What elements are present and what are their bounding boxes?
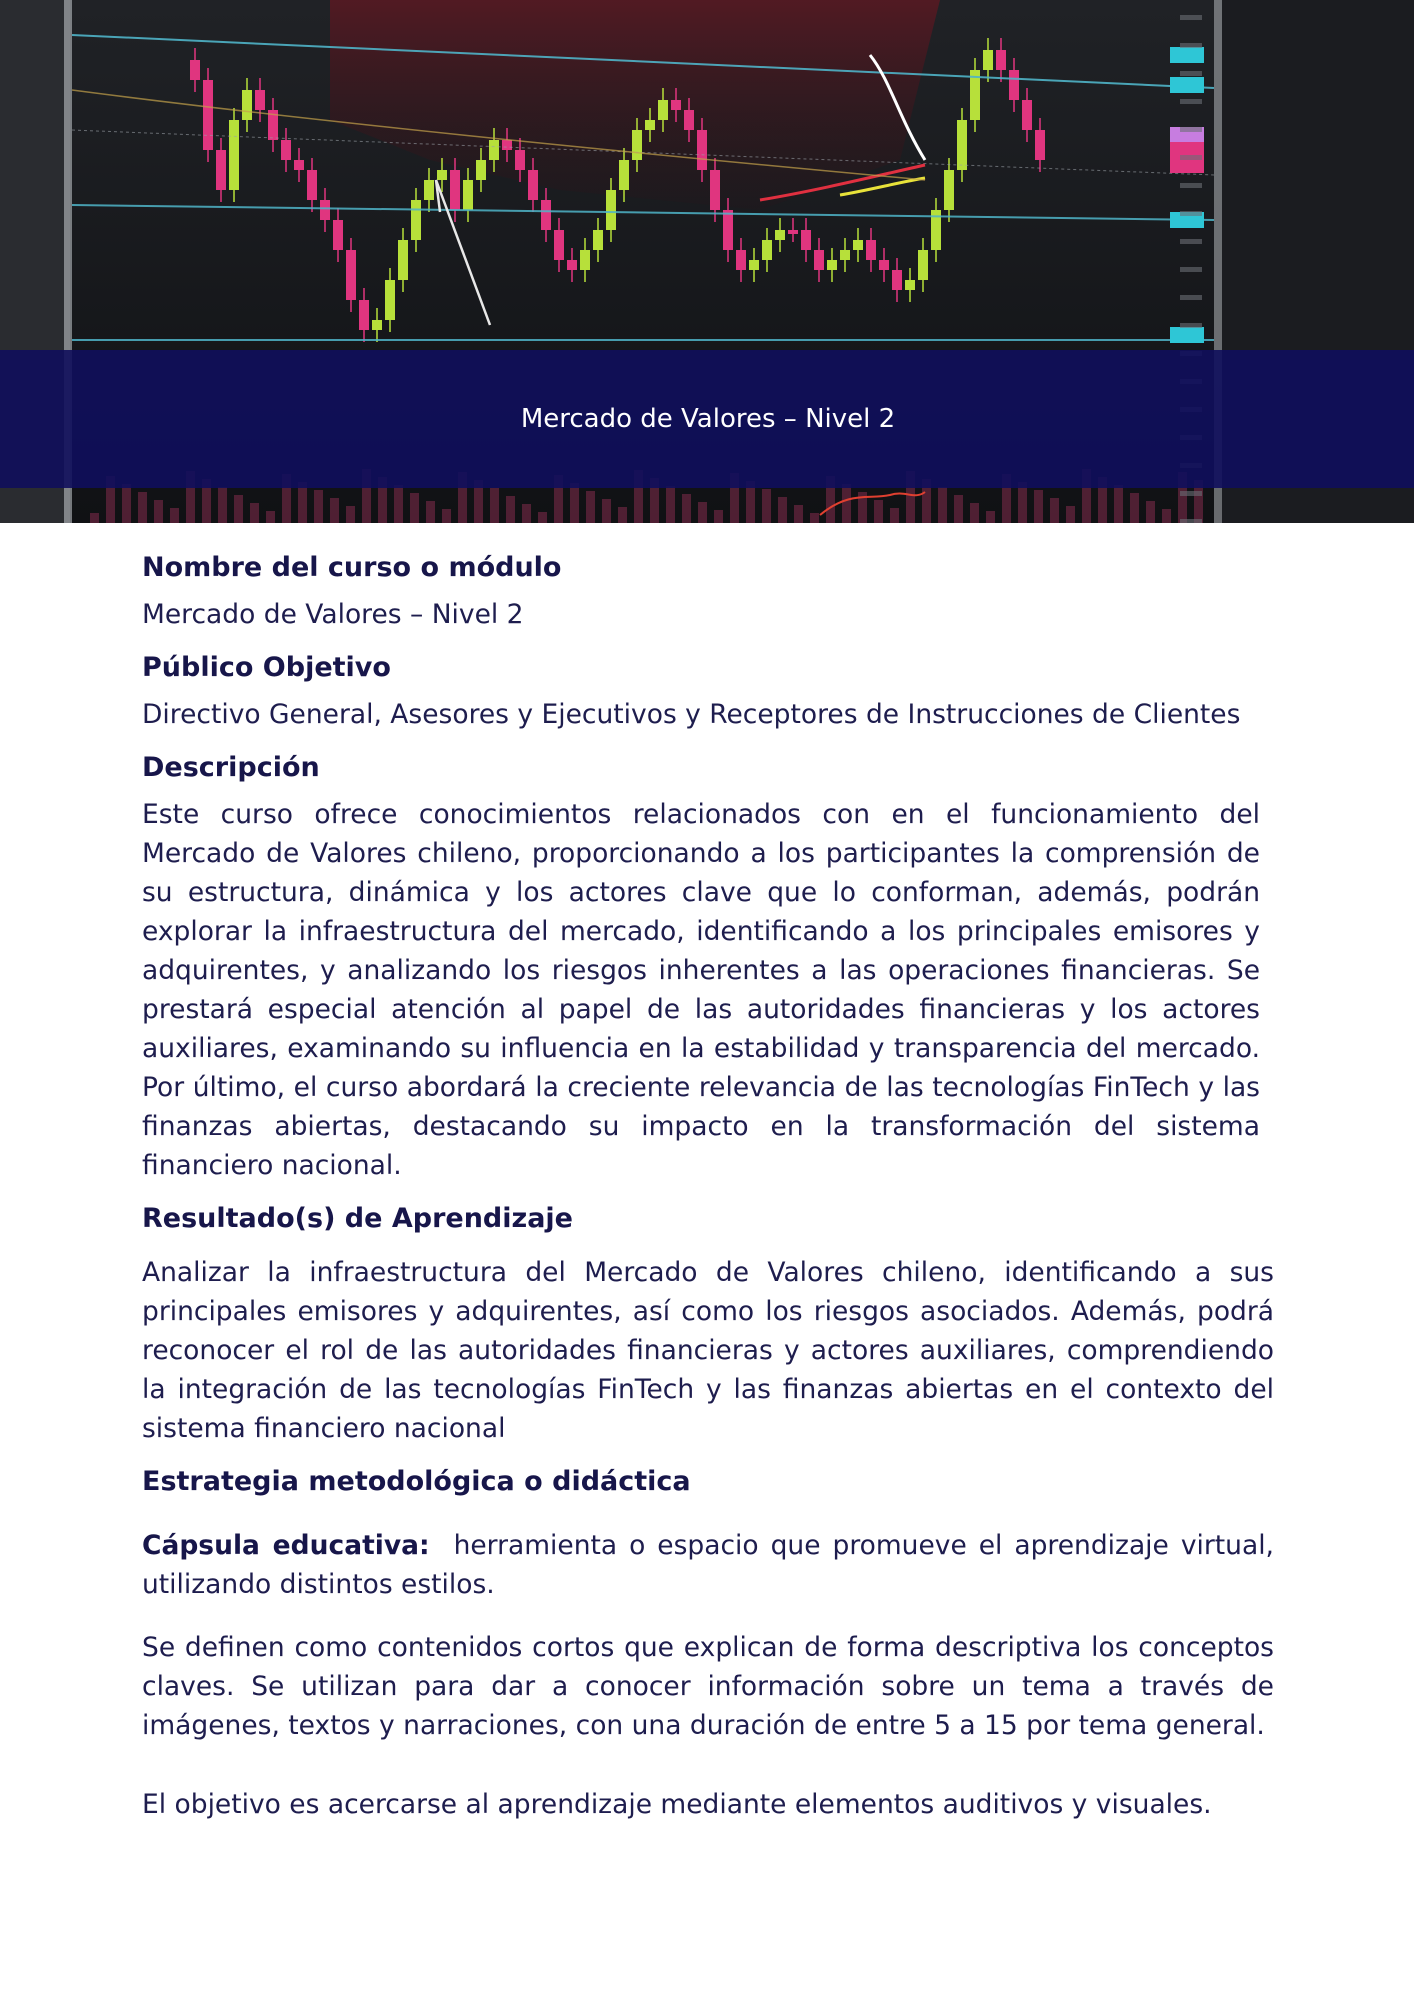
candle-body: [307, 170, 317, 200]
candle-body: [580, 250, 590, 270]
candle-body: [593, 230, 603, 250]
candle-body: [476, 160, 486, 180]
candle-body: [359, 300, 369, 330]
candle-body: [320, 200, 330, 220]
volume-bar: [170, 508, 179, 523]
volume-bar: [570, 483, 579, 523]
capsule-label: Cápsula educativa:: [142, 1530, 430, 1561]
candle-body: [1035, 130, 1045, 160]
candle-body: [463, 180, 473, 210]
price-tick: [1180, 155, 1202, 160]
candle-body: [632, 130, 642, 160]
price-tick: [1180, 127, 1202, 132]
volume-bar: [1162, 509, 1171, 523]
candle-body: [229, 120, 239, 190]
price-tick: [1180, 71, 1202, 76]
price-tick: [1180, 295, 1202, 300]
volume-bar: [810, 513, 819, 523]
hero-header: [0, 0, 1414, 523]
candle-body: [606, 190, 616, 230]
title-banner: [0, 350, 1414, 488]
course-name-value: Mercado de Valores – Nivel 2: [142, 599, 524, 630]
volume-bar: [602, 499, 611, 523]
price-tick: [1180, 239, 1202, 244]
candle-body: [749, 260, 759, 270]
volume-bar: [698, 502, 707, 523]
price-tag: [1170, 327, 1204, 343]
candle-body: [515, 150, 525, 170]
course-content: [142, 548, 1274, 1824]
candle-body: [333, 220, 343, 250]
candle-body: [1022, 100, 1032, 130]
candle-body: [619, 160, 629, 190]
candle-body: [684, 110, 694, 130]
audience-value: Directivo General, Asesores y Ejecutivos y Receptores de Instrucciones de Clientes: [142, 699, 1241, 730]
volume-bar: [1034, 490, 1043, 523]
candle-body: [528, 170, 538, 200]
volume-bar: [410, 493, 419, 523]
price-tick: [1180, 183, 1202, 188]
candle-body: [450, 170, 460, 210]
volume-bar: [266, 511, 275, 523]
candle-body: [892, 270, 902, 290]
candle-body: [801, 230, 811, 250]
candle-body: [281, 140, 291, 160]
candle-body: [437, 170, 447, 180]
price-tag: [1170, 77, 1204, 93]
candle-body: [411, 200, 421, 240]
volume-bar: [1130, 493, 1139, 523]
volume-bar: [490, 488, 499, 523]
volume-bar: [154, 500, 163, 523]
strategy-paragraph-3: El objetivo es acercarse al aprendizaje mediante elementos auditivos y visuales.: [142, 1789, 1212, 1820]
volume-bar: [794, 505, 803, 523]
candle-body: [762, 240, 772, 260]
banner-title: Mercado de Valores – Nivel 2: [520, 404, 896, 434]
volume-bar: [250, 503, 259, 523]
volume-bar: [90, 513, 99, 523]
volume-bar: [1114, 485, 1123, 523]
outcomes-heading: Resultado(s) de Aprendizaje: [142, 1203, 573, 1234]
volume-bar: [426, 501, 435, 523]
volume-bar: [762, 489, 771, 523]
candle-body: [710, 170, 720, 210]
capsule-text: herramienta o espacio que promueve el aprendizaje virtual, utilizando distintos estilos.: [142, 1530, 1274, 1600]
volume-bar: [522, 504, 531, 523]
volume-bar: [1018, 482, 1027, 523]
volume-bar: [842, 484, 851, 523]
volume-bar: [298, 482, 307, 523]
price-tick: [1180, 323, 1202, 328]
candle-body: [788, 230, 798, 234]
description-heading: Descripción: [142, 752, 320, 783]
candle-body: [567, 260, 577, 270]
strategy-paragraph-2: Se definen como contenidos cortos que explican de forma descriptiva los conceptos claves. Se utilizan para dar a conocer información sobre un tema a través de imágenes, textos y narraciones, con una duración de entre 5 a 15 por tema general.: [142, 1632, 1274, 1741]
candle-body: [827, 260, 837, 270]
volume-bar: [970, 503, 979, 523]
audience-heading: Público Objetivo: [142, 652, 391, 683]
description-text: Este curso ofrece conocimientos relacionados con en el funcionamiento del Mercado de Valores chileno, proporcionando a los participantes la comprensión de su estructura, dinámica y los actores clave que lo conforman, además, podrán explorar la infraestructura del mercado, identificando a los principales emisores y adquirentes, y analizando los riesgos inherentes a las operaciones financieras. Se prestará especial atención al papel de las autoridades financieras y los actores auxiliares, examinando su influencia en la estabilidad y transparencia del mercado. Por último, el curso abordará la creciente relevancia de las tecnologías FinTech y las finanzas abiertas, destacando su impacto en la transformación del sistema financiero nacional.: [142, 799, 1260, 1181]
volume-bar: [938, 487, 947, 523]
candle-body: [879, 260, 889, 270]
volume-bar: [682, 494, 691, 523]
candle-body: [983, 50, 993, 70]
course-name-heading: Nombre del curso o módulo: [142, 552, 562, 583]
volume-bar: [778, 497, 787, 523]
volume-bar: [986, 511, 995, 523]
candle-body: [424, 180, 434, 200]
candle-body: [645, 120, 655, 130]
candle-body: [853, 240, 863, 250]
candle-body: [502, 140, 512, 150]
volume-bar: [890, 508, 899, 523]
volume-bar: [666, 486, 675, 523]
candle-body: [814, 250, 824, 270]
price-tick: [1180, 491, 1202, 496]
candle-body: [489, 140, 499, 160]
price-tick: [1180, 211, 1202, 216]
candle-body: [736, 250, 746, 270]
candle-body: [671, 100, 681, 110]
candle-body: [398, 240, 408, 280]
volume-bar: [218, 487, 227, 523]
volume-bar: [714, 510, 723, 523]
volume-bar: [538, 512, 547, 523]
volume-bar: [506, 496, 515, 523]
price-tag: [1170, 47, 1204, 63]
candle-body: [957, 120, 967, 170]
candle-body: [190, 60, 200, 80]
volume-bar: [122, 484, 131, 523]
volume-bar: [1066, 506, 1075, 523]
price-tick: [1180, 267, 1202, 272]
candle-body: [216, 150, 226, 190]
candle-body: [242, 90, 252, 120]
strategy-heading: Estrategia metodológica o didáctica: [142, 1466, 691, 1497]
candle-body: [346, 250, 356, 300]
candle-body: [294, 160, 304, 170]
candle-body: [840, 250, 850, 260]
candle-body: [905, 280, 915, 290]
candle-body: [996, 50, 1006, 70]
candle-body: [385, 280, 395, 320]
candle-body: [658, 100, 668, 120]
candle-body: [918, 250, 928, 280]
price-tick: [1180, 43, 1202, 48]
volume-bar: [442, 509, 451, 523]
volume-bar: [138, 492, 147, 523]
volume-bar: [618, 507, 627, 523]
candle-body: [944, 170, 954, 210]
candle-body: [775, 230, 785, 240]
volume-bar: [346, 506, 355, 523]
volume-bar: [330, 498, 339, 523]
candle-body: [866, 240, 876, 260]
volume-bar: [586, 491, 595, 523]
candle-body: [372, 320, 382, 330]
candle-body: [541, 200, 551, 230]
candle-body: [1009, 70, 1019, 100]
volume-bar: [394, 485, 403, 523]
outcomes-text: Analizar la infraestructura del Mercado de Valores chileno, identificando a sus principales emisores y adquirentes, así como los riesgos asociados. Además, podrá reconocer el rol de las autoridades financieras y actores auxiliares, comprendiendo la integración de las tecnologías FinTech y las finanzas abiertas en el contexto del sistema financiero nacional: [142, 1257, 1274, 1444]
candle-body: [255, 90, 265, 110]
candle-body: [697, 130, 707, 170]
volume-bar: [874, 500, 883, 523]
volume-bar: [234, 495, 243, 523]
price-tick: [1180, 99, 1202, 104]
volume-bar: [1050, 498, 1059, 523]
candle-body: [554, 230, 564, 260]
volume-bar: [954, 495, 963, 523]
price-tick: [1180, 15, 1202, 20]
price-tick: [1180, 519, 1202, 523]
candle-body: [203, 80, 213, 150]
candle-body: [723, 210, 733, 250]
volume-bar: [1146, 501, 1155, 523]
volume-bar: [314, 490, 323, 523]
capsule-paragraph: [142, 1526, 1274, 1604]
